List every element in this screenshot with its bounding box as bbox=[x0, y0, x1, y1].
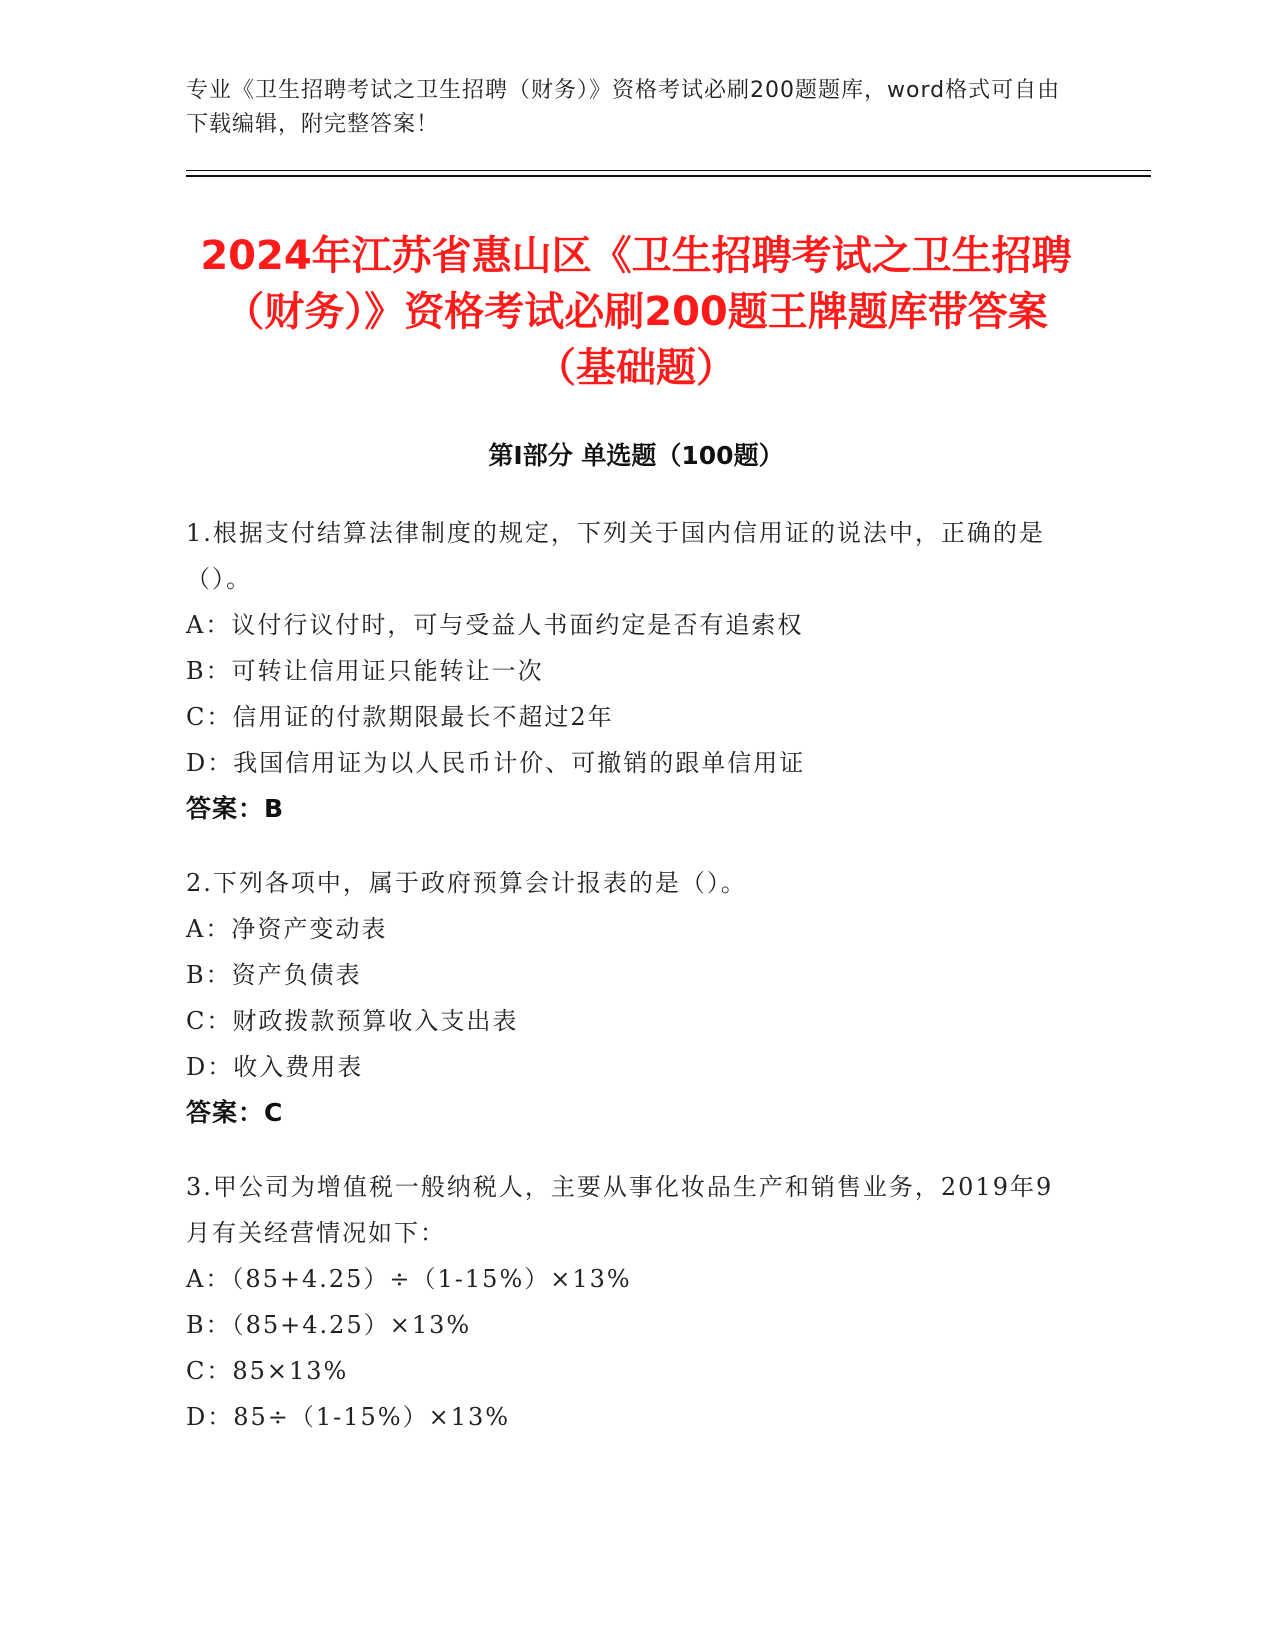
option-d: D：收入费用表 bbox=[186, 1053, 364, 1081]
option-c: C：财政拨款预算收入支出表 bbox=[186, 1007, 519, 1035]
option-d: D：85÷（1-15%）×13% bbox=[186, 1403, 511, 1431]
question-stem: 1.根据支付结算法律制度的规定，下列关于国内信用证的说法中，正确的是（）。 bbox=[186, 519, 1045, 593]
answer: 答案：C bbox=[186, 1098, 284, 1127]
answer: 答案：B bbox=[186, 794, 285, 823]
question-stem: 3.甲公司为增值税一般纳税人，主要从事化妆品生产和销售业务，2019年9月有关经营情况如下： bbox=[186, 1173, 1054, 1247]
question-stem: 2.下列各项中，属于政府预算会计报表的是（）。 bbox=[186, 869, 747, 897]
header-rule-thick bbox=[186, 175, 1151, 177]
option-b: B：可转让信用证只能转让一次 bbox=[186, 657, 544, 685]
option-c: C：85×13% bbox=[186, 1357, 349, 1385]
document-title: 2024年江苏省惠山区《卫生招聘考试之卫生招聘（财务）》资格考试必刷200题王牌题库带答案（基础题） bbox=[200, 233, 1072, 391]
option-b: B：（85+4.25）×13% bbox=[186, 1311, 472, 1339]
header-note: 专业《卫生招聘考试之卫生招聘（财务）》资格考试必刷200题题库，word格式可自由下载编辑，附完整答案！ bbox=[186, 78, 1061, 137]
option-a: A：（85+4.25）÷（1-15%）×13% bbox=[186, 1265, 632, 1293]
option-a: A：议付行议付时，可与受益人书面约定是否有追索权 bbox=[186, 611, 804, 639]
question-1 bbox=[186, 510, 1066, 832]
section-heading: 第Ⅰ部分 单选题（100题） bbox=[488, 441, 784, 470]
header-rule-thin bbox=[186, 170, 1151, 171]
question-2 bbox=[186, 860, 1066, 1136]
option-d: D：我国信用证为以人民币计价、可撤销的跟单信用证 bbox=[186, 749, 806, 777]
question-3 bbox=[186, 1164, 1066, 1440]
option-c: C：信用证的付款期限最长不超过2年 bbox=[186, 703, 614, 731]
option-a: A：净资产变动表 bbox=[186, 915, 388, 943]
option-b: B：资产负债表 bbox=[186, 961, 362, 989]
